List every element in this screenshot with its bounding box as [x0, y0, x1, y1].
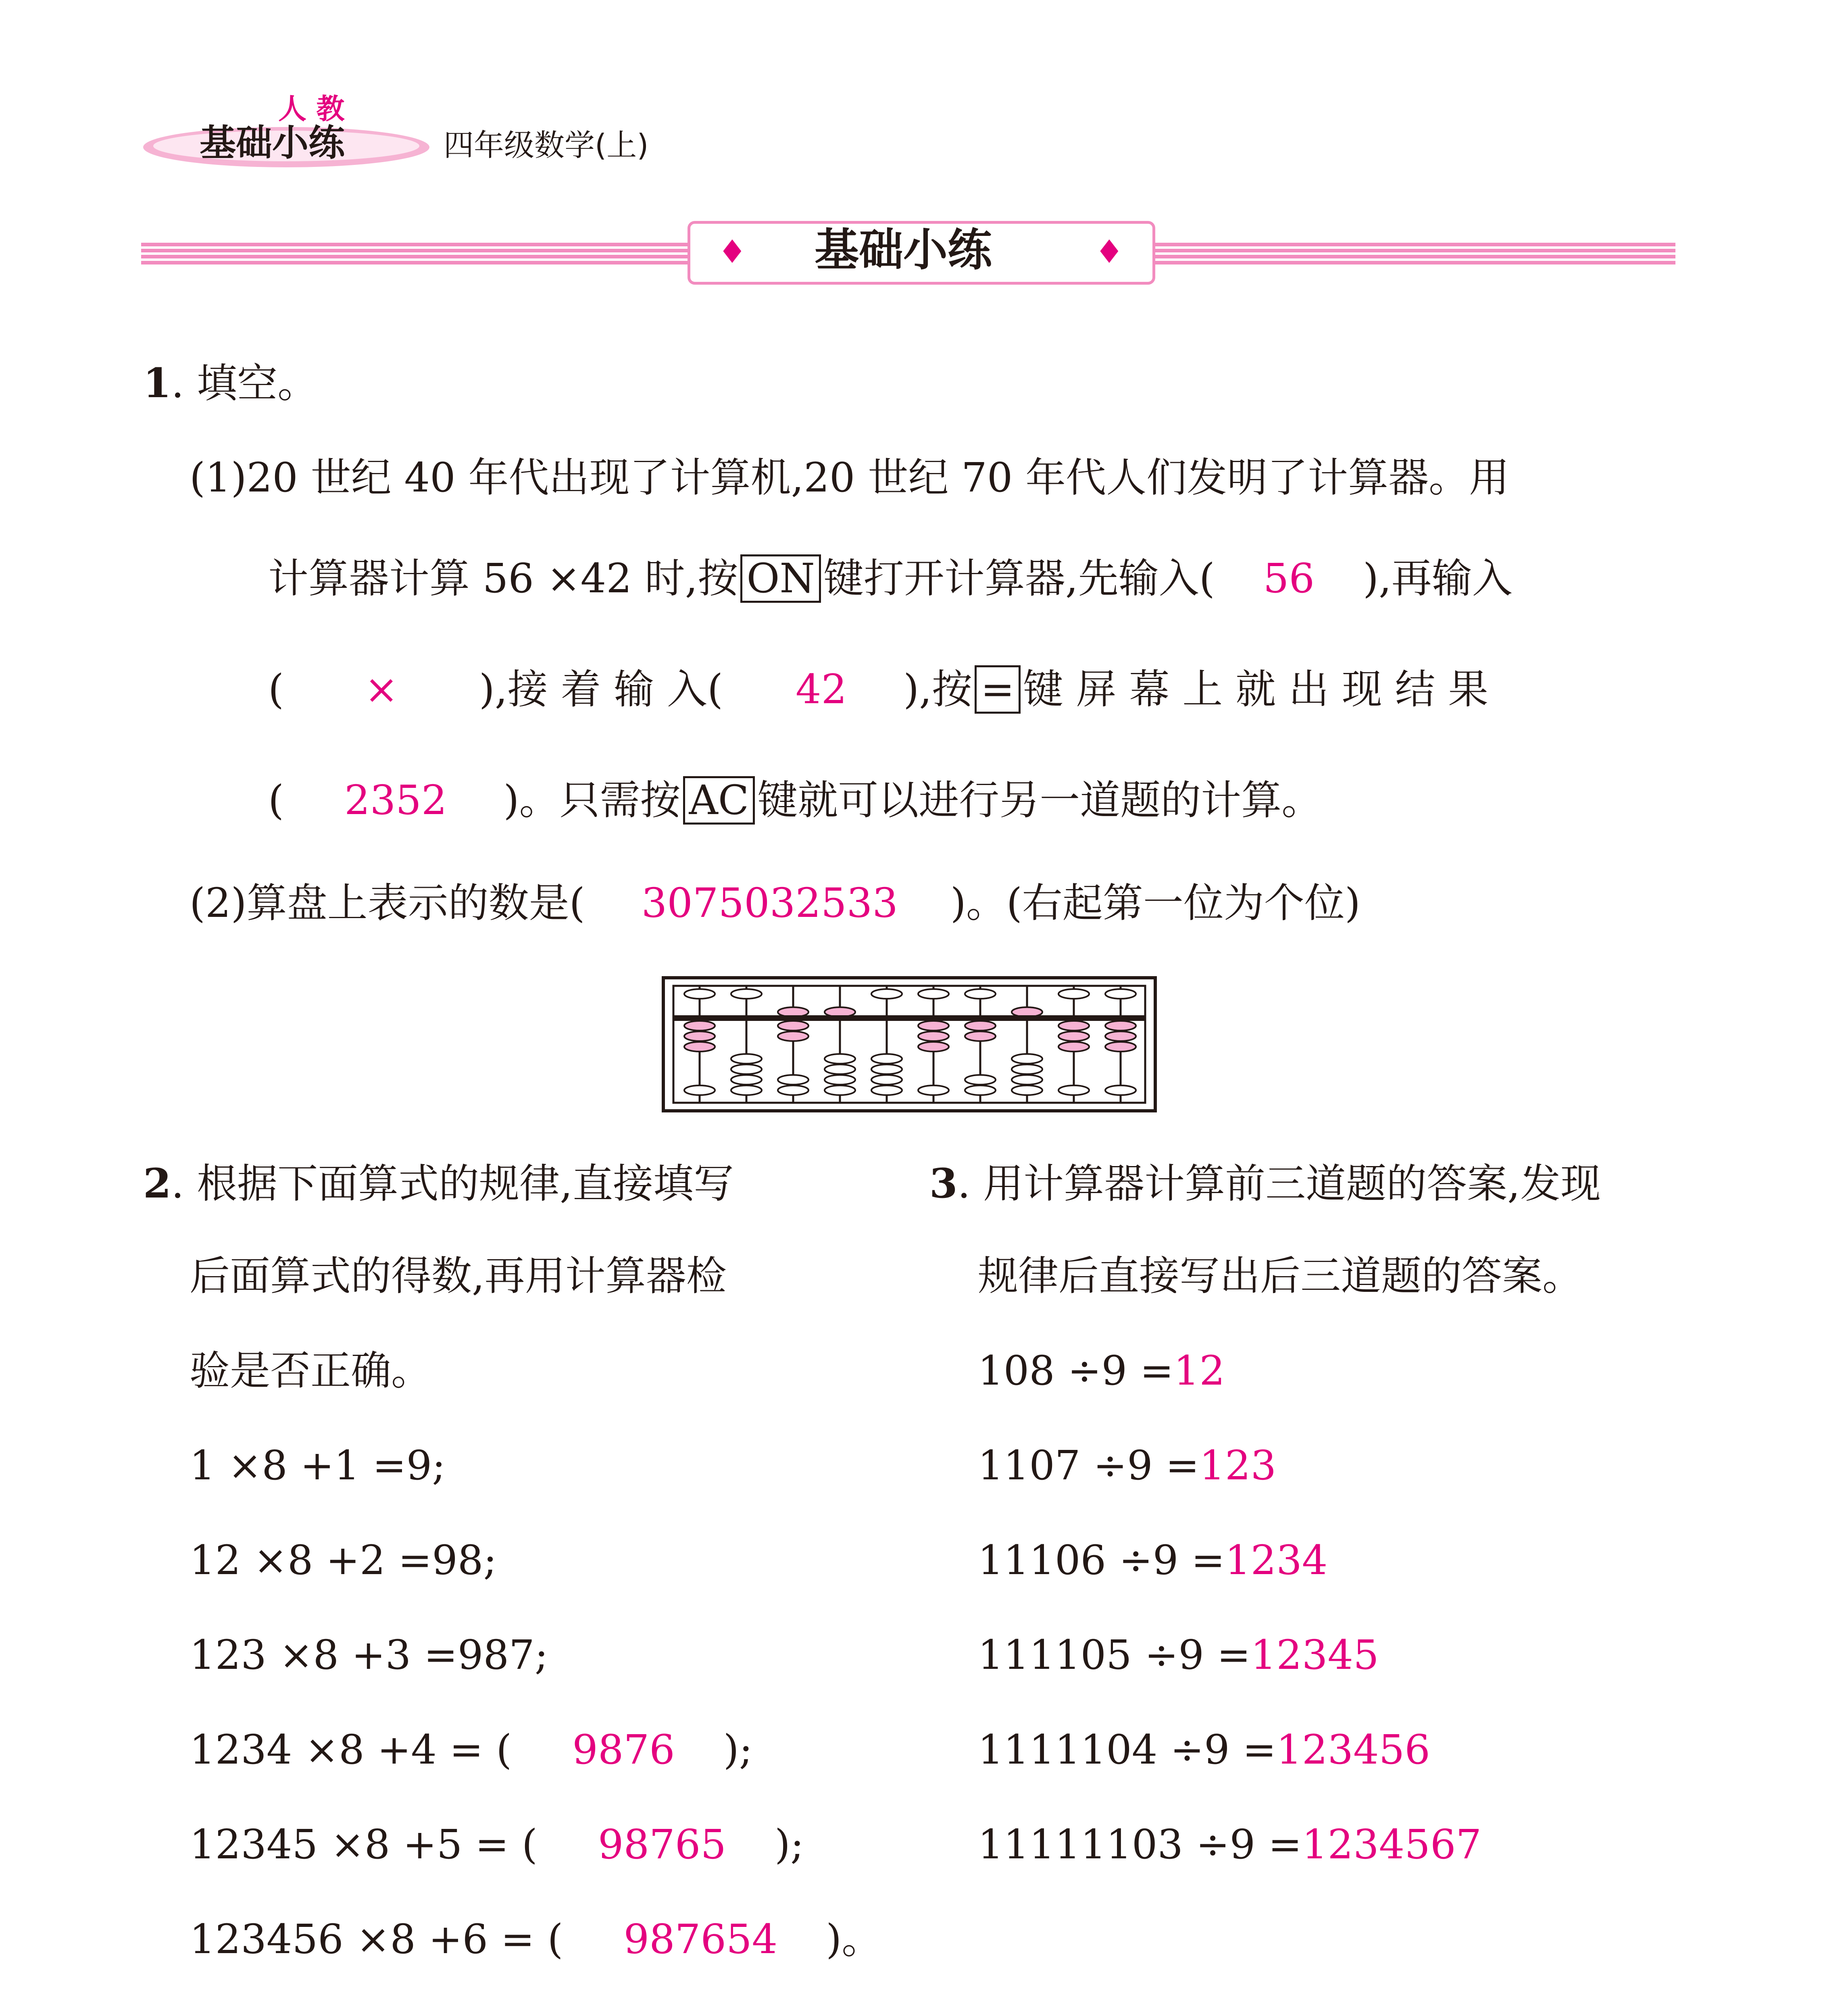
q3-row: 11106 ÷9 =1234 — [978, 1537, 1328, 1584]
q2-line3: 验是否正确。 — [190, 1347, 431, 1394]
abacus-bead — [1012, 1085, 1042, 1095]
q1-p1-line2: 计算器计算 56 ×42 时,按 ON 键打开计算器,先输入( 56 ),再输入 — [268, 555, 1513, 602]
abacus-bead — [871, 1054, 902, 1064]
q2-eq3: 123 ×8 +3 =987; — [190, 1631, 548, 1679]
on-key: ON — [740, 554, 821, 603]
abacus-bead — [684, 989, 715, 999]
q2-eq5: 12345 ×8 +5 = ( 98765 ); — [190, 1821, 804, 1868]
abacus-bead — [1012, 1064, 1042, 1074]
section-rule-right — [1155, 243, 1675, 265]
section-title: 基础小练 — [815, 224, 992, 276]
abacus-bead — [871, 1064, 902, 1074]
answer-9876: 9876 — [572, 1726, 675, 1773]
abacus-bead — [1058, 1085, 1089, 1095]
answer-56: 56 — [1263, 555, 1315, 602]
q2-line2: 后面算式的得数,再用计算器检 — [190, 1252, 727, 1300]
q1-p1-line3: ( × ),接 着 输 入( 42 ),按 = 键 屏 幕 上 就 出 现 结 果 — [268, 666, 1489, 713]
abacus-bead — [918, 1031, 949, 1041]
q2-eq2: 12 ×8 +2 =98; — [190, 1537, 497, 1584]
abacus-bead — [684, 1031, 715, 1041]
abacus-bead — [1058, 989, 1089, 999]
abacus-bead — [871, 1085, 902, 1095]
q3-answer: 12 — [1173, 1347, 1225, 1394]
answer-987654: 987654 — [623, 1916, 778, 1963]
abacus-bead — [825, 1075, 855, 1085]
q3-line2: 规律后直接写出后三道题的答案。 — [978, 1252, 1583, 1300]
q1-p1-line1: (1)20 世纪 40 年代出现了计算机,20 世纪 70 年代人们发明了计算器。用 — [190, 454, 1510, 501]
abacus-bead — [918, 1042, 949, 1052]
abacus-bead — [965, 1085, 996, 1095]
q1-number: 1 — [143, 359, 171, 407]
q3-row: 1107 ÷9 =123 — [978, 1442, 1277, 1489]
abacus-bead — [684, 1021, 715, 1031]
q3-answer: 1234 — [1225, 1537, 1328, 1584]
answer-2352: 2352 — [344, 777, 447, 824]
abacus-bead — [918, 989, 949, 999]
abacus-bead — [731, 1054, 762, 1064]
abacus-bead — [918, 1021, 949, 1031]
abacus-bead — [684, 1042, 715, 1052]
abacus-bead — [731, 989, 762, 999]
equals-key: = — [975, 665, 1021, 714]
section-rule-left — [141, 243, 690, 265]
abacus-bead — [825, 1054, 855, 1064]
abacus-bead — [778, 1075, 808, 1085]
abacus-bead — [778, 1031, 808, 1041]
q2-eq6: 123456 ×8 +6 = ( 987654 )。 — [190, 1916, 882, 1963]
q3-answer: 123456 — [1276, 1726, 1430, 1773]
abacus-bead — [731, 1064, 762, 1074]
abacus-bead — [965, 989, 996, 999]
header-subtitle: 四年级数学(上) — [444, 127, 649, 163]
ac-key: AC — [683, 776, 755, 825]
q2-eq4: 1234 ×8 +4 = ( 9876 ); — [190, 1726, 753, 1773]
q1-p1-line4: ( 2352 )。只需按 AC 键就可以进行另一道题的计算。 — [268, 777, 1322, 824]
abacus-bead — [965, 1031, 996, 1041]
abacus-bead — [871, 1075, 902, 1085]
q2-line1: 2. 根据下面算式的规律,直接填写 — [143, 1160, 734, 1207]
abacus-bead — [778, 1085, 808, 1095]
abacus-bead — [871, 989, 902, 999]
abacus-bead — [1105, 1085, 1136, 1095]
q3-line1: 3. 用计算器计算前三道题的答案,发现 — [929, 1160, 1601, 1207]
section-marker-right: ♦ — [1095, 233, 1124, 271]
abacus-bead — [965, 1021, 996, 1031]
q3-row: 1111104 ÷9 =123456 — [978, 1726, 1430, 1773]
abacus-bead — [1058, 1021, 1089, 1031]
answer-abacus: 3075032533 — [641, 879, 898, 927]
q2-eq1: 1 ×8 +1 =9; — [190, 1442, 446, 1489]
q3-row: 108 ÷9 =12 — [978, 1347, 1225, 1394]
answer-98765: 98765 — [598, 1821, 727, 1868]
abacus-bead — [825, 1064, 855, 1074]
q3-answer: 12345 — [1250, 1631, 1379, 1679]
answer-42: 42 — [796, 666, 847, 713]
q1-title: . 填空。 — [171, 360, 318, 407]
q3-answer: 1234567 — [1302, 1821, 1482, 1868]
abacus-bead — [778, 1021, 808, 1031]
abacus-bead — [731, 1085, 762, 1095]
abacus-bead — [731, 1075, 762, 1085]
q3-row: 111105 ÷9 =12345 — [978, 1631, 1379, 1679]
abacus-bead — [1012, 1075, 1042, 1085]
q1-p2: (2)算盘上表示的数是( 3075032533 )。(右起第一位为个位) — [190, 879, 1361, 927]
answer-times: × — [365, 666, 398, 713]
abacus-bead — [684, 1085, 715, 1095]
abacus-image — [661, 976, 1157, 1113]
header-series: 基础小练 — [200, 122, 345, 164]
abacus-bead — [1105, 1021, 1136, 1031]
abacus-bead — [1058, 1031, 1089, 1041]
q1-heading — [143, 357, 318, 410]
abacus-bead — [1058, 1042, 1089, 1052]
abacus-bead — [1105, 1042, 1136, 1052]
header-publisher: 人 教 — [278, 92, 345, 125]
abacus-bead — [965, 1075, 996, 1085]
q3-answer: 123 — [1199, 1442, 1277, 1489]
abacus-bead — [1105, 989, 1136, 999]
abacus-bead — [1105, 1031, 1136, 1041]
abacus-bead — [1012, 1054, 1042, 1064]
abacus-bead — [918, 1085, 949, 1095]
abacus-bead — [825, 1085, 855, 1095]
section-marker-left: ♦ — [718, 233, 747, 271]
q3-row: 11111103 ÷9 =1234567 — [978, 1821, 1482, 1868]
